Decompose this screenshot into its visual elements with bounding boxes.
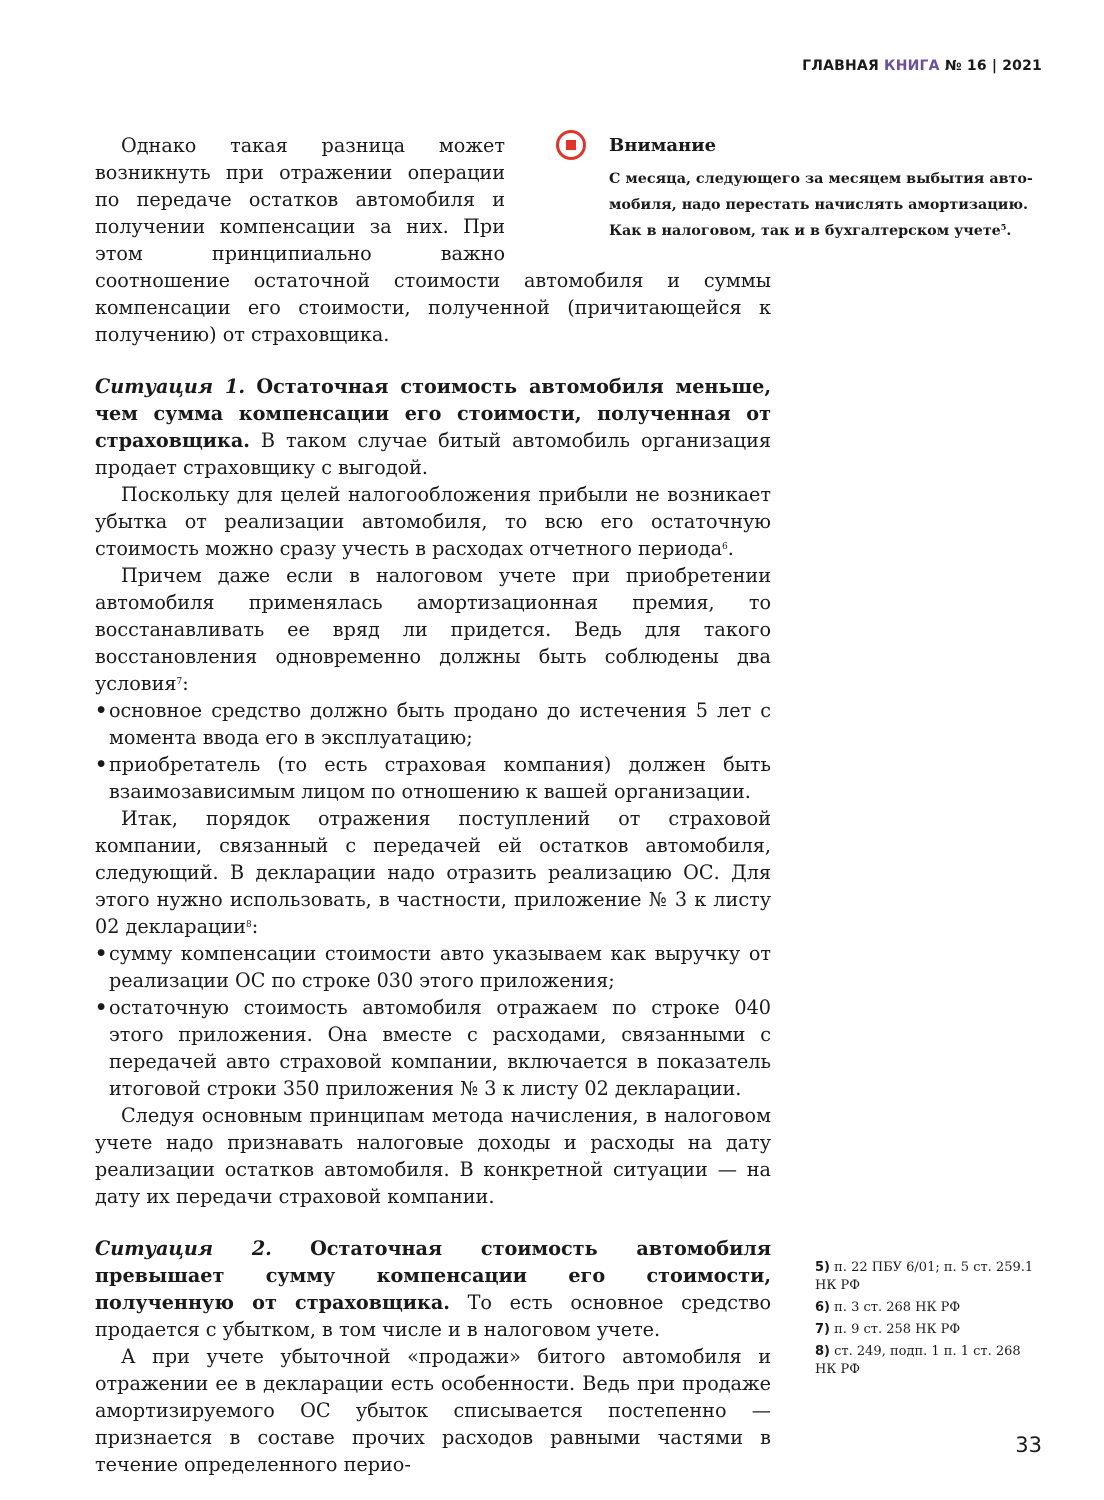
situation-text: То есть основное средство продается с убытком, в том числе и в налоговом учете. — [95, 1291, 772, 1341]
magazine-name-part2: КНИГА — [884, 58, 940, 74]
paragraph: Причем даже если в налоговом учете при приобретении автомобиля применялась амортизационная премия, то восстанавливать ее вряд ли придется. Ведь для такого восстановления одновременно должны быть соблюдены два условия$^7$: — [95, 564, 771, 695]
paragraph: А при учете убыточной «продажи» битого автомобиля и отражении ее в декларации есть особенности. Ведь при продаже амортизируемого ОС убыток списывается постепенно — признается в составе прочих расходов равными частями в течение определенного перио- — [95, 1345, 771, 1476]
paragraph: Однако такая разница может возникнуть при отражении операции по передаче остатков автомобиля и получении компенсации за них. При этом принципиально важно соотношение остаточной стоимости автомобиля и суммы компенсации его стоимости, полученной (причитающейся к получению) от страховщика. — [95, 134, 771, 346]
magazine-name-part1: ГЛАВНАЯ — [802, 58, 879, 74]
footnote-ref: 8 — [245, 920, 252, 930]
situation-label: Ситуация 1. — [95, 375, 246, 398]
situation-title: Остаточная стоимость автомобиля меньше, чем сумма компенсации его стоимости, полученная от страховщика. — [95, 375, 771, 452]
callout-line: С месяца, следующего за месяцем выбытия авто- — [609, 171, 1033, 187]
footnote-ref: 5 — [1000, 222, 1007, 232]
footnote: 7) п. 9 ст. 258 НК РФ — [815, 1322, 961, 1337]
footnote: 5) п. 22 ПБУ 6/01; п. 5 ст. 259.1 НК РФ — [815, 1260, 1034, 1293]
list-item: • основное средство должно быть продано до истечения 5 лет с момента ввода его в эксплуатацию; — [95, 697, 771, 751]
running-header — [802, 58, 1042, 74]
situation-1 — [95, 373, 771, 481]
conditions-list — [95, 697, 771, 805]
situation-2 — [95, 1235, 771, 1343]
list-item: • сумму компенсации стоимости авто указываем как выручку от реализации ОС по строке 030 этого приложения; — [95, 940, 771, 994]
callout-line: мобиля, надо перестать начислять амортизацию. — [609, 197, 1029, 213]
footnotes — [815, 1259, 1045, 1383]
situation-label: Ситуация 2. — [95, 1237, 272, 1260]
footnote-ref: 6 — [722, 542, 728, 552]
footnote: 8) ст. 249, подп. 1 п. 1 ст. 268 НК РФ — [815, 1344, 1021, 1377]
situation-text: В таком случае битый автомобиль организация продает страховщику с выгодой. — [95, 429, 771, 479]
callout-title: Внимание — [609, 135, 717, 156]
paragraph: Итак, порядок отражения поступлений от страховой компании, связанный с передачей ей остатков автомобиля, следующий. В декларации надо отразить реализацию ОС. Для этого нужно использовать, в частности, приложение № 3 к листу 02 декларации$^8$: — [95, 807, 771, 938]
footnote-ref: 7 — [176, 677, 183, 687]
footnote: 6) п. 3 ст. 268 НК РФ — [815, 1300, 961, 1315]
situation-title: Остаточная стоимость автомобиля превышает сумму компенсации его стоимости, полученную от страховщика. — [95, 1237, 771, 1314]
callout-line: Как в налоговом, так и в бухгалтерском учете$^5$. — [609, 222, 1012, 239]
list-item: • приобретатель (то есть страховая компания) должен быть взаимозависимым лицом по отношению к вашей организации. — [95, 751, 771, 805]
declaration-list — [95, 940, 771, 1102]
issue-number: № 16 | 2021 — [944, 58, 1042, 74]
page-number: 33 — [1015, 1433, 1042, 1457]
paragraph: Следуя основным принципам метода начисления, в налоговом учете надо признавать налоговые доходы и расходы на дату реализации остатков автомобиля. В конкретной ситуации — на дату их передачи страховой компании. — [95, 1104, 771, 1208]
article-body — [95, 132, 771, 1478]
paragraph: Поскольку для целей налогообложения прибыли не возникает убытка от реализации автомобиля, то всю его остаточную стоимость можно сразу учесть в расходах отчетного периода$^6$. — [95, 483, 771, 560]
list-item: • остаточную стоимость автомобиля отражаем по строке 040 этого приложения. Она вместе с расходами, связанными с передачей авто страховой компании, включается в показатель итоговой строки 350 приложения № 3 к листу 02 декларации. — [95, 994, 771, 1102]
